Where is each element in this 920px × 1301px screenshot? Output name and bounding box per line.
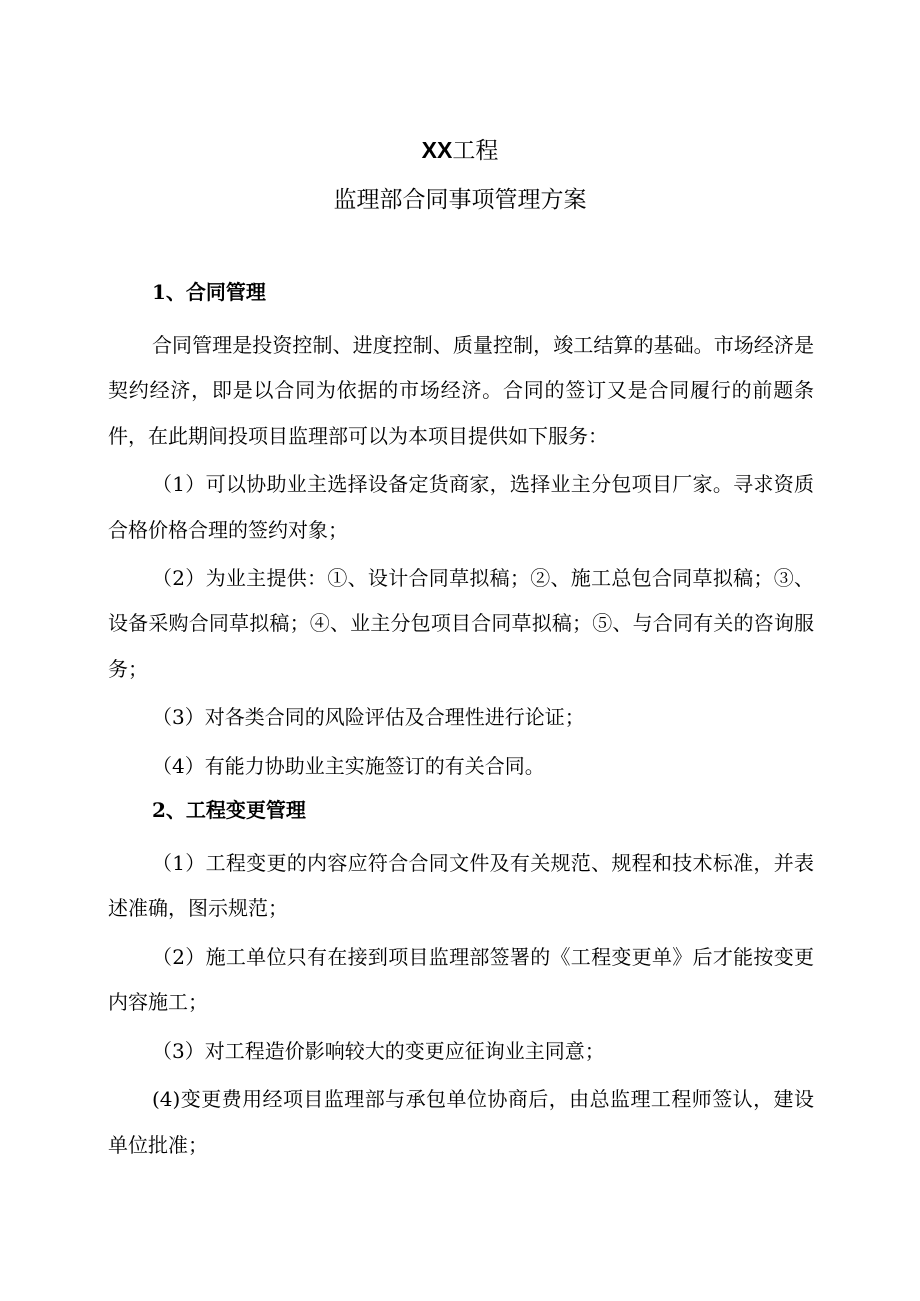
paragraph: 合同管理是投资控制、进度控制、质量控制，竣工结算的基础。市场经济是契约经济，即是以合同为依据的市场经济。合同的签订又是合同履行的前题条件，在此期间投项目监理部可以为本项目提供如下服务： xyxy=(108,333,814,448)
paragraph: （3）对工程造价影响较大的变更应征询业主同意； xyxy=(152,1038,605,1063)
paragraph: （1）可以协助业主选择设备定货商家，选择业主分包项目厂家。寻求资质合格价格合理的签约对象； xyxy=(108,472,814,542)
paragraph: （1）工程变更的内容应符合合同文件及有关规范、规程和技术标准，并表述准确，图示规范； xyxy=(108,851,814,921)
paragraph: （2）施工单位只有在接到项目监理部签署的《工程变更单》后才能按变更内容施工； xyxy=(108,944,814,1015)
paragraph: （2）为业主提供：①、设计合同草拟稿；②、施工总包合同草拟稿；③、设备采购合同草拟稿；④、业主分包项目合同草拟稿；⑤、与合同有关的咨询服务； xyxy=(108,566,814,681)
paragraph: (4)变更费用经项目监理部与承包单位协商后，由总监理工程师签认，建设单位批准； xyxy=(108,1087,814,1157)
title-suffix: 工程 xyxy=(452,138,499,164)
title-prefix: XX xyxy=(421,137,453,163)
paragraph: （4）有能力协助业主实施签订的有关合同。 xyxy=(152,753,545,778)
document-subtitle: 监理部合同事项管理方案 xyxy=(333,187,587,213)
section-heading-change: 2、工程变更管理 xyxy=(152,798,306,823)
section-heading-contract: 1、合同管理 xyxy=(152,280,266,304)
document-title xyxy=(0,132,920,169)
document-body xyxy=(108,274,814,1171)
paragraph: （3）对各类合同的风险评估及合理性进行论证； xyxy=(152,705,585,730)
